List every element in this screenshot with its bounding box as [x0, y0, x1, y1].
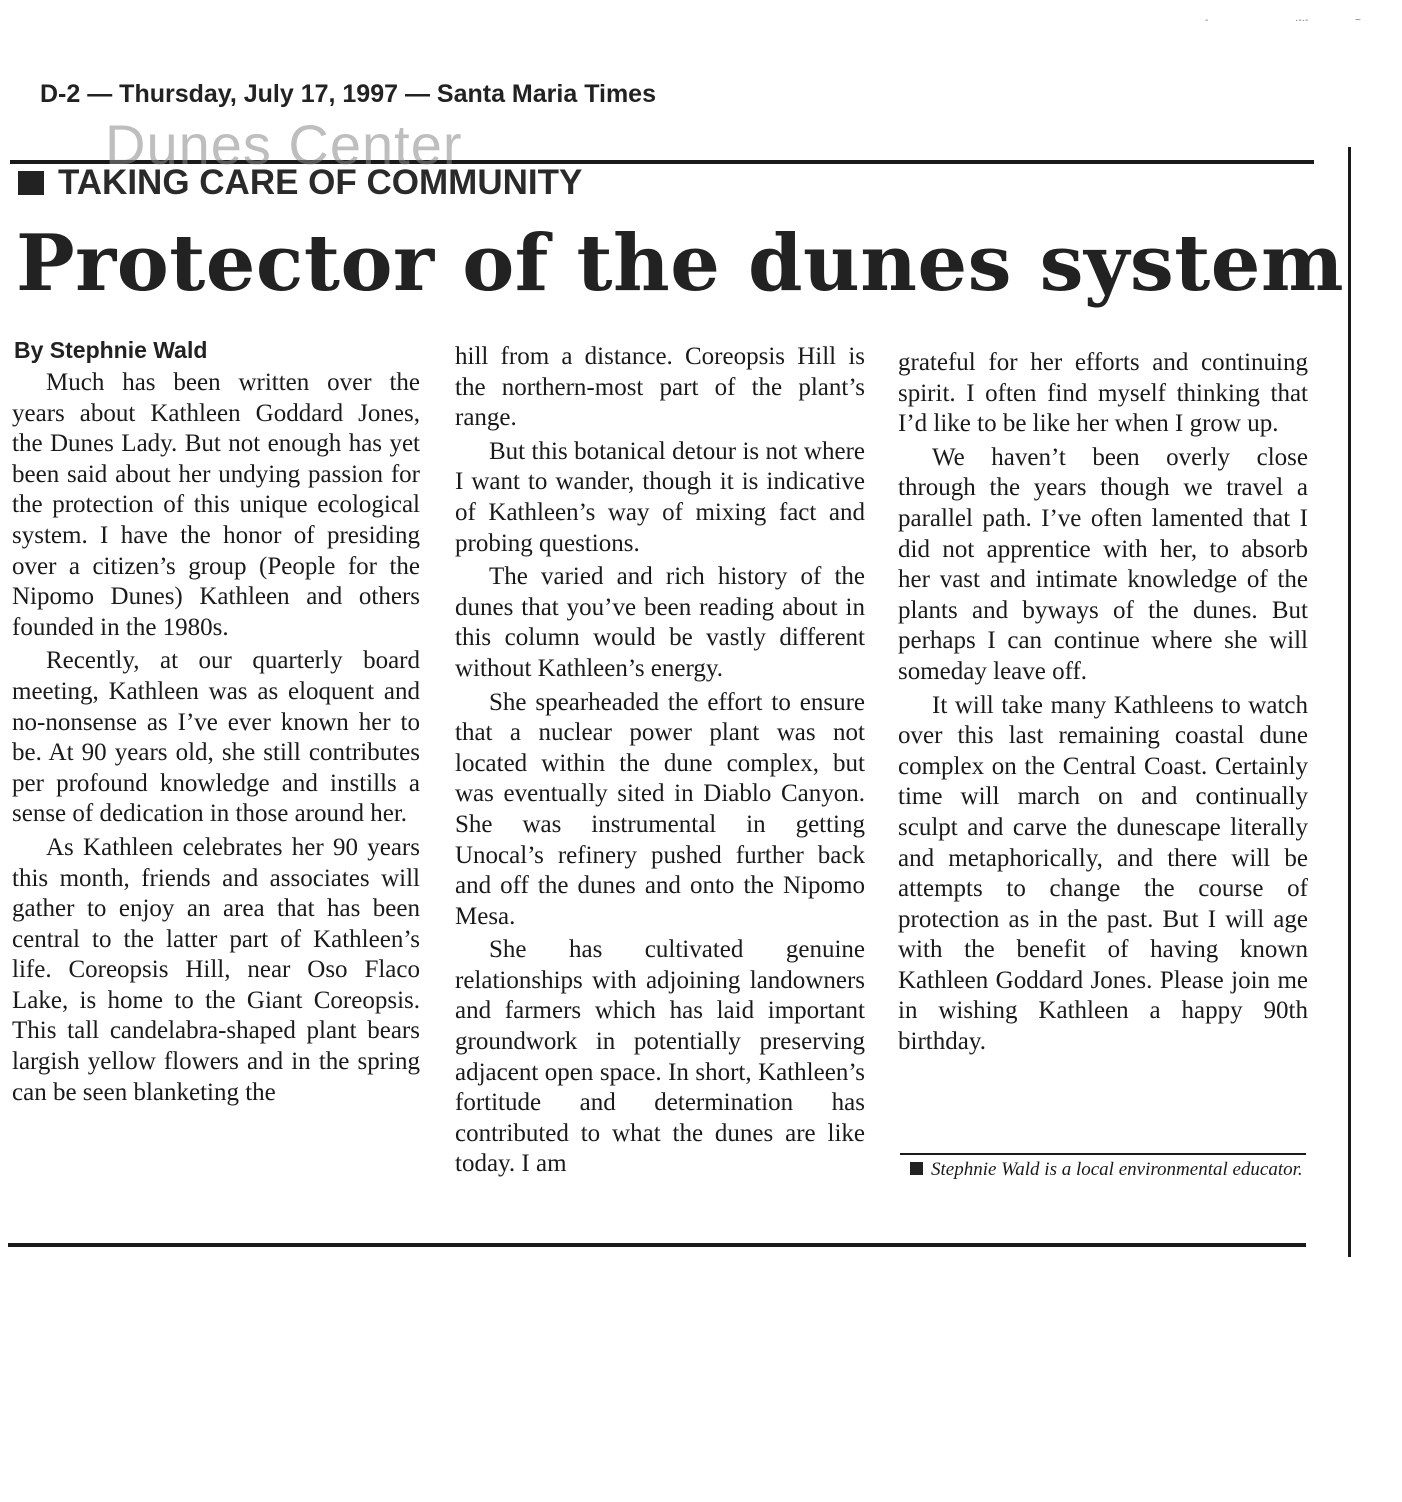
paragraph: As Kathleen celebrates her 90 years this month, friends and associates will gather to enjoy an area that has been central to the latter part of Kathleen’s life. Coreopsis Hill, near Oso Flaco Lake, is home to the Giant Coreopsis. This tall candelabra-shaped plant bears largish yellow flowers and in the spring can be seen blanketing the [12, 833, 420, 1106]
scan-speck: - [1205, 15, 1209, 26]
paragraph: The varied and rich history of the dunes that you’ve been reading about in this column would be vastly different without Kathleen’s energy. [455, 563, 865, 682]
paragraph: We haven’t been overly close through the years though we travel a parallel path. I’ve often lamented that I did not apprentice with her, to absorb her vast and intimate knowledge of the plants and byways of the dunes. But perhaps I can continue where she will someday leave off. [898, 443, 1308, 685]
byline: By Stephnie Wald [14, 337, 208, 363]
kicker-label: TAKING CARE OF COMMUNITY [58, 163, 583, 202]
square-bullet-icon [18, 171, 44, 195]
paragraph: hill from a distance. Coreopsis Hill is the northern-most part of the plant’s range. [455, 343, 865, 432]
article-column-1 [12, 368, 420, 1108]
article-column-2 [455, 342, 865, 1180]
paragraph: She spearheaded the effort to ensure that a nuclear power plant was not located within the dune complex, but was eventually sited in Diablo Canyon. She was instrumental in getting Unocal’s refinery pushed further back and off the dunes and onto the Nipomo Mesa. [455, 688, 865, 930]
paragraph: She has cultivated genuine relationships with adjoining landowners and farmers which has laid important groundwork in potentially preserving adjacent open space. In short, Kathleen’s fortitude and determination has contributed to what the dunes are like today. I am [455, 936, 865, 1178]
watermark: Dunes Center [105, 113, 463, 176]
end-rule [900, 1153, 1306, 1155]
headline: Protector of the dunes system [16, 218, 1344, 309]
paragraph: Much has been written over the years about Kathleen Goddard Jones, the Dunes Lady. But not enough has yet been said about her undying passion for the protection of this unique ecological system. I have the honor of presiding over a citizen’s group (People for the Nipomo Dunes) Kathleen and others founded in the 1980s. [12, 369, 420, 641]
author-tagline [896, 1158, 1306, 1182]
paragraph: grateful for her efforts and continuing spirit. I often find myself thinking that I’d like to be like her when I grow up. [898, 349, 1308, 438]
paragraph: But this botanical detour is not where I want to wander, though it is indicative of Kathleen’s way of mixing fact and probing questions. [455, 437, 865, 557]
square-bullet-icon [910, 1162, 923, 1175]
scan-speck: ~ [1355, 15, 1361, 26]
paragraph: Recently, at our quarterly board meeting, Kathleen was as eloquent and no-nonsense as I’ve ever known her to be. At 90 years old, she still contributes per profound knowledge and instills a sense of dedication in those around her. [12, 647, 420, 828]
right-column-rule [1348, 147, 1351, 1257]
article-column-3 [898, 348, 1308, 1058]
paragraph: It will take many Kathleens to watch over this last remaining coastal dune complex on the Central Coast. Certainly time will march on and continually sculpt and carve the dunescape literally and metaphorically, and there will be attempts to change the course of protection as in the past. But I will age with the benefit of having known Kathleen Goddard Jones. Please join me in wishing Kathleen a happy 90th birthday. [898, 691, 1308, 1056]
bottom-rule [8, 1243, 1306, 1247]
dateline: D-2 — Thursday, July 17, 1997 — Santa Maria Times [40, 80, 656, 108]
tagline-text: Stephnie Wald is a local environmental educator. [931, 1159, 1303, 1180]
scan-speck: ·-·- [1295, 15, 1309, 26]
